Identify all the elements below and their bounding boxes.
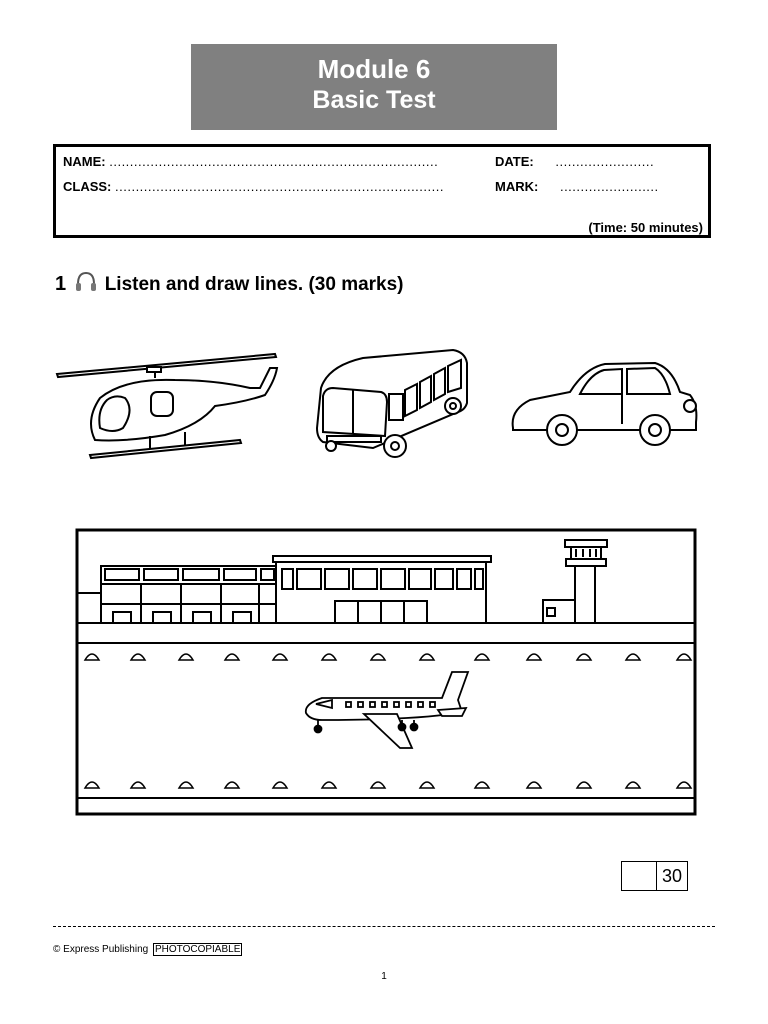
name-row [63,154,438,169]
score-total: 30 [661,866,683,886]
module-title: Module 6 [317,54,431,84]
helicopter-picture[interactable] [55,350,280,462]
copyright-text: © Express Publishing [53,944,149,955]
class-field-dots: ................................................................................ [115,179,444,194]
class-row [63,179,444,194]
photocopiable-label: PHOTOCOPIABLE [154,944,241,955]
headphones-icon [75,270,97,300]
student-info-box [53,144,711,238]
name-label: NAME: [63,154,106,169]
score-entry-cell[interactable] [622,862,657,890]
test-subtitle: Basic Test [312,86,436,114]
airplane-picture[interactable] [302,668,470,752]
score-box [621,861,688,891]
mark-label: MARK: [495,179,539,194]
name-field-dots: ................................................................................ [109,154,439,169]
mark-field-dots: ........................ [559,179,659,194]
time-note: (Time: 50 minutes) [588,220,703,235]
footer-divider [53,926,715,927]
mark-row [495,179,659,194]
class-label: CLASS: [63,179,112,194]
footer [53,944,242,955]
date-field-dots: ........................ [555,154,655,169]
page-number: 1 [381,971,387,982]
question-instruction: Listen and draw lines. (30 marks) [104,274,404,296]
question-1-heading [55,270,404,300]
car-picture[interactable] [510,360,702,450]
question-number: 1 [55,273,67,296]
date-label: DATE: [495,154,534,169]
date-row [495,154,654,169]
title-banner [191,44,557,130]
bus-picture[interactable] [313,348,471,463]
